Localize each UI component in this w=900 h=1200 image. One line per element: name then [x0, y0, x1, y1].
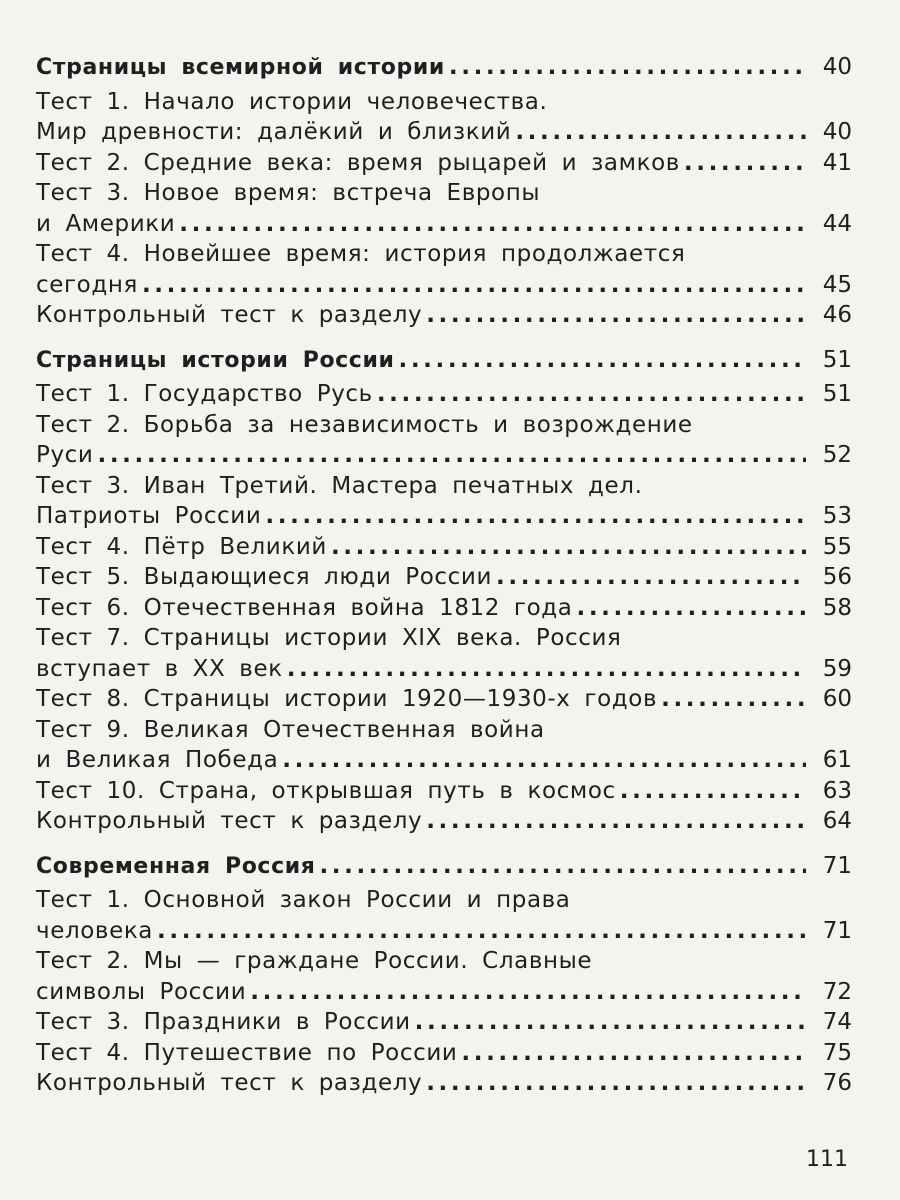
entry-line	[36, 1068, 852, 1099]
entry-line	[36, 623, 852, 654]
entry-line	[36, 440, 852, 471]
leader-dots	[282, 745, 806, 776]
entry-line	[36, 178, 852, 209]
entry-text: и Америки	[36, 210, 176, 237]
toc-entry	[36, 684, 852, 715]
entry-text: Тест 4. Путешествие по России	[36, 1039, 458, 1066]
section-title: Страницы всемирной истории	[36, 55, 445, 80]
toc-entry	[36, 239, 852, 300]
entry-line	[36, 532, 852, 563]
entry-line	[36, 300, 852, 331]
entry-line	[36, 684, 852, 715]
toc-section	[36, 52, 852, 331]
entry-line	[36, 745, 852, 776]
entry-text: Тест 6. Отечественная война 1812 года	[36, 594, 573, 621]
entry-text: Тест 9. Великая Отечественная война	[36, 716, 545, 743]
leader-dots	[576, 593, 806, 624]
leader-dots	[426, 1068, 806, 1099]
entry-text: Контрольный тест к разделу	[36, 302, 423, 328]
entry-text: Тест 3. Новое время: встреча Европы	[36, 180, 541, 206]
entry-line	[36, 501, 852, 532]
entry-text: Тест 5. Выдающиеся люди России	[36, 564, 493, 590]
leader-dots	[142, 270, 806, 301]
entry-line	[36, 806, 852, 837]
entry-text: Тест 3. Праздники в России	[36, 1009, 411, 1035]
leader-dots	[287, 654, 806, 685]
section-title: Страницы истории России	[36, 347, 395, 373]
entry-line	[36, 148, 852, 179]
entry-text: Контрольный тест к разделу	[36, 808, 423, 834]
entry-page-number: 75	[822, 1039, 852, 1066]
toc-section	[36, 851, 852, 1099]
section-page-number: 71	[822, 852, 852, 879]
section-title: Современная Россия	[36, 853, 316, 879]
toc-entry	[36, 623, 852, 684]
toc-entry	[36, 379, 852, 410]
entry-text: Тест 7. Страницы истории XIX века. Россия	[36, 625, 622, 651]
entry-page-number: 53	[822, 503, 852, 529]
leader-dots	[496, 562, 806, 593]
leader-dots	[398, 345, 806, 376]
leader-dots	[449, 52, 806, 83]
entry-page-number: 71	[822, 917, 852, 944]
entry-line	[36, 270, 852, 301]
toc-entry	[36, 806, 852, 837]
entry-page-number: 45	[822, 271, 852, 298]
entry-text: Тест 1. Основной закон России и права	[36, 887, 571, 913]
entry-line	[36, 209, 852, 240]
entry-line	[36, 885, 852, 916]
entry-page-number: 64	[822, 808, 852, 834]
entry-text: Тест 2. Мы — граждане России. Славные	[36, 948, 593, 974]
toc-entry	[36, 1007, 852, 1038]
leader-dots	[620, 776, 806, 807]
entry-page-number: 40	[822, 119, 852, 145]
entry-page-number: 46	[822, 302, 852, 328]
entry-line	[36, 410, 852, 441]
leader-dots	[157, 916, 806, 947]
entry-line	[36, 1038, 852, 1069]
entry-text: Мир древности: далёкий и близкий	[36, 119, 512, 145]
entry-page-number: 52	[822, 442, 852, 468]
entry-line	[36, 471, 852, 502]
entry-text: Тест 2. Средние века: время рыцарей и замков	[36, 149, 680, 176]
leader-dots	[426, 806, 806, 837]
entry-page-number: 63	[822, 777, 852, 804]
entry-text: человека	[36, 917, 154, 944]
table-of-contents	[36, 52, 852, 1113]
toc-entry	[36, 410, 852, 471]
entry-text: Руси	[36, 442, 94, 468]
entry-page-number: 44	[822, 210, 852, 237]
toc-entry	[36, 776, 852, 807]
entry-text: Тест 4. Пётр Великий	[36, 533, 327, 560]
toc-entry	[36, 1038, 852, 1069]
entry-text: символы России	[36, 978, 247, 1005]
toc-entry	[36, 148, 852, 179]
leader-dots	[250, 977, 806, 1008]
leader-dots	[684, 148, 806, 179]
entry-text: Тест 10. Страна, открывшая путь в космос	[36, 777, 616, 804]
entry-page-number: 41	[822, 149, 852, 176]
leader-dots	[426, 300, 806, 331]
toc-entry	[36, 562, 852, 593]
entry-page-number: 72	[822, 978, 852, 1005]
entry-line	[36, 1007, 852, 1038]
entry-text: Тест 4. Новейшее время: история продолжается	[36, 241, 686, 267]
entry-page-number: 60	[822, 686, 852, 712]
entry-text: Тест 8. Страницы истории 1920—1930-х годов	[36, 686, 658, 712]
entry-line	[36, 562, 852, 593]
leader-dots	[461, 1038, 806, 1069]
entry-page-number: 51	[822, 381, 852, 407]
toc-entry	[36, 178, 852, 239]
entry-text: и Великая Победа	[36, 747, 279, 773]
section-heading	[36, 52, 852, 84]
entry-text: сегодня	[36, 271, 138, 298]
section-page-number: 51	[822, 346, 852, 373]
toc-entry	[36, 715, 852, 776]
section-page-number: 40	[822, 54, 852, 80]
entry-text: Тест 1. Государство Русь	[36, 381, 373, 407]
entry-line	[36, 87, 852, 118]
entry-text: Тест 1. Начало истории человечества.	[36, 88, 548, 115]
toc-entry	[36, 300, 852, 331]
entry-text: Тест 3. Иван Третий. Мастера печатных дел.	[36, 472, 643, 499]
leader-dots	[97, 440, 806, 471]
entry-line	[36, 977, 852, 1008]
entry-line	[36, 379, 852, 410]
toc-entry	[36, 87, 852, 148]
entry-line	[36, 715, 852, 746]
leader-dots	[331, 532, 806, 563]
page-number: 111	[806, 1147, 848, 1172]
entry-page-number: 76	[822, 1070, 852, 1096]
entry-page-number: 56	[822, 564, 852, 590]
leader-dots	[319, 851, 806, 882]
leader-dots	[377, 379, 806, 410]
entry-page-number: 59	[822, 655, 852, 682]
entry-text: Тест 2. Борьба за независимость и возрождение	[36, 411, 693, 438]
entry-line	[36, 654, 852, 685]
leader-dots	[179, 209, 806, 240]
leader-dots	[415, 1007, 806, 1038]
entry-text: Патриоты России	[36, 503, 262, 529]
entry-line	[36, 916, 852, 947]
toc-section	[36, 345, 852, 837]
entry-text: Контрольный тест к разделу	[36, 1070, 423, 1096]
leader-dots	[265, 501, 806, 532]
entry-line	[36, 946, 852, 977]
leader-dots	[661, 684, 806, 715]
toc-entry	[36, 1068, 852, 1099]
section-heading	[36, 851, 852, 883]
entry-line	[36, 776, 852, 807]
toc-entry	[36, 885, 852, 946]
toc-entry	[36, 532, 852, 563]
entry-line	[36, 239, 852, 270]
toc-entry	[36, 593, 852, 624]
entry-page-number: 58	[822, 594, 852, 621]
toc-entry	[36, 471, 852, 532]
entry-page-number: 55	[822, 533, 852, 560]
entry-text: вступает в XX век	[36, 655, 283, 682]
entry-page-number: 74	[822, 1009, 852, 1035]
section-heading	[36, 345, 852, 377]
leader-dots	[515, 117, 806, 148]
toc-entry	[36, 946, 852, 1007]
entry-line	[36, 117, 852, 148]
entry-page-number: 61	[822, 747, 852, 773]
entry-line	[36, 593, 852, 624]
